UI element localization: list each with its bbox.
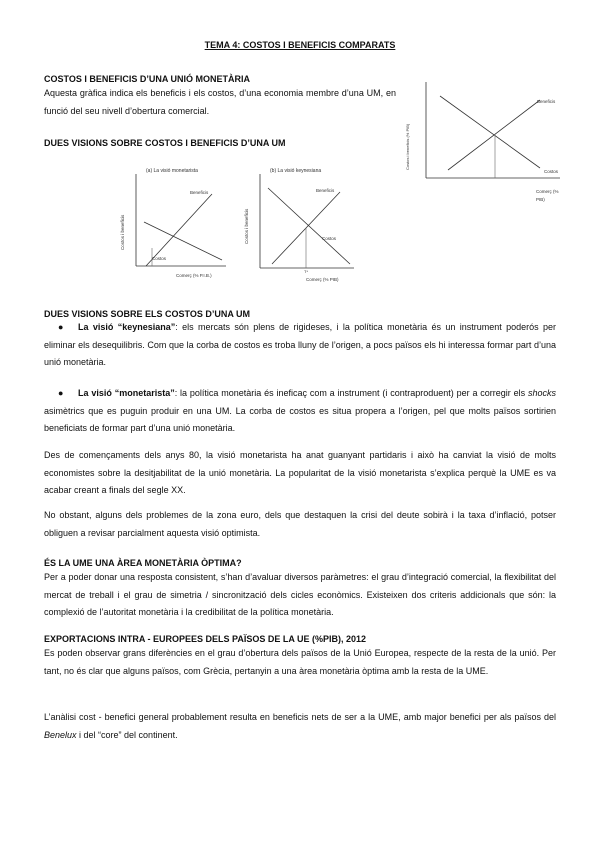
main-costs-curve — [440, 96, 540, 168]
section-heading-two-visions: DUES VISIONS SOBRE COSTOS I BENEFICIS D’UNA UM — [44, 138, 286, 148]
right-caption: (b) La visió keynesiana — [270, 168, 322, 174]
bullet-monetarist-shocks: shocks — [527, 388, 556, 398]
section-heading-optimal-area: ÉS LA UME UNA ÀREA MONETÀRIA ÒPTIMA? — [44, 558, 242, 568]
main-x-label: Comerç (% — [536, 189, 559, 194]
right-x-label: Comerç (% PIB) — [306, 277, 339, 282]
two-visions-figure — [110, 160, 370, 284]
left-caption: (a) La visió monetarista — [146, 168, 198, 174]
paragraph-monetarist-popularity: Des de començaments dels anys 80, la visió monetarista ha anat guanyant partidaris i això ha canviat la visió de molts economistes sobre la desitjabilitat de la unió monetària. La popularitat de la visió monetarista s’explica perquè la UME es va acabar creant a finals del segle XX. — [44, 450, 556, 495]
main-costs-label: Costos — [544, 169, 559, 174]
left-costs-label: Costos — [152, 256, 167, 261]
bullet-monetarist-label: La visió “monetarista” — [78, 388, 175, 398]
document-title: TEMA 4: COSTOS I BENEFICIS COMPARATS — [204, 40, 396, 50]
paragraph-eurozone-problems: No obstant, alguns dels problemes de la zona euro, dels que destaquen la crisi del deute sobirà i la taxa d’inflació, potser obliguen a revisar parcialment aquesta visió optimista. — [44, 510, 556, 538]
left-x-label: Comerç (% P.I.B.) — [176, 273, 212, 278]
section-heading-two-visions-costs: DUES VISIONS SOBRE ELS COSTOS D’UNA UM — [44, 309, 251, 319]
right-costs-label: Costos — [322, 236, 337, 241]
bullet-keynesian-text: : els mercats són plens de rigideses, i la política monetària és un instrument poderós per eliminar els desequilibris. Com que la corba de costos es troba lluny de l’origen, a pocs països els hi interessa formar part d’una unió monetària. — [44, 322, 557, 367]
cost-benefit-text-a: L’anàlisi cost - benefici general probablement resulta en beneficis nets de ser a la UME, amb major benefici per als països del — [44, 712, 556, 722]
bullet-monetarist-text-a: : la política monetària és ineficaç com a instrument (i contraproduent) per a corregir els — [174, 388, 528, 398]
section-text-optimal-area: Per a poder donar una resposta consistent, s’han d’avaluar diversos paràmetres: el grau d’integració comercial, la flexibilitat del mercat de treball i el grau de simetria / sincronització dels cicles econòmics. Existeixen dos criteris addicionals que són: la complexió de l’autoritat monetària i la credibilitat de la política monetària. — [44, 572, 556, 617]
cost-benefit-text-b: i del “core” del continent. — [76, 729, 178, 740]
bullet-dot: ● — [58, 388, 64, 398]
main-x-label-2: PIB) — [536, 197, 545, 202]
costs-benefits-chart — [400, 78, 580, 206]
right-y-label: Costos i beneficis — [244, 208, 249, 244]
right-costs-curve — [268, 188, 350, 264]
left-costs-curve — [144, 222, 222, 260]
section-text-costs-benefits: Aquesta gràfica indica els beneficis i els costos, d’una economia membre d’una UM, en funció del seu nivell d’obertura comercial. — [44, 88, 396, 116]
bullet-keynesian — [44, 319, 556, 372]
left-benefits-label: Beneficis — [190, 190, 209, 195]
bullet-monetarist-text-b: asimètrics que es puguin produir en una UM. La corba de costos es situa propera a l’origen, pel que molts països sortirien beneficiats de formar part d’una unió monetària. — [44, 405, 556, 433]
main-benefits-label: Beneficis — [537, 99, 556, 104]
section-text-exports: Es poden observar grans diferències en el grau d’obertura dels països de la Unió Europea, respecte de la resta de la unió. Per tant, no és clar que alguns països, com Grècia, pertanyin a una àrea monetària òptima amb la resta de la UME. — [44, 648, 556, 676]
main-benefits-curve — [448, 100, 540, 170]
bullet-dot: ● — [58, 322, 64, 332]
bullet-keynesian-label: La visió “keynesiana” — [78, 322, 176, 332]
cost-benefit-benelux: Benelux — [44, 729, 77, 740]
section-heading-costs-benefits: COSTOS I BENEFICIS D’UNA UNIÓ MONETÀRIA — [44, 74, 251, 84]
bullet-monetarist — [44, 385, 556, 438]
section-heading-exports: EXPORTACIONS INTRA - EUROPEES DELS PAÏSOS DE LA UE (%PIB), 2012 — [44, 634, 367, 644]
main-y-label: Costos i beneficis (% PIB) — [405, 123, 410, 170]
paragraph-cost-benefit — [44, 709, 556, 744]
right-tstar-label: T* — [304, 269, 308, 274]
right-benefits-label: Beneficis — [316, 188, 335, 193]
left-y-label: Costos i beneficis — [120, 214, 125, 250]
